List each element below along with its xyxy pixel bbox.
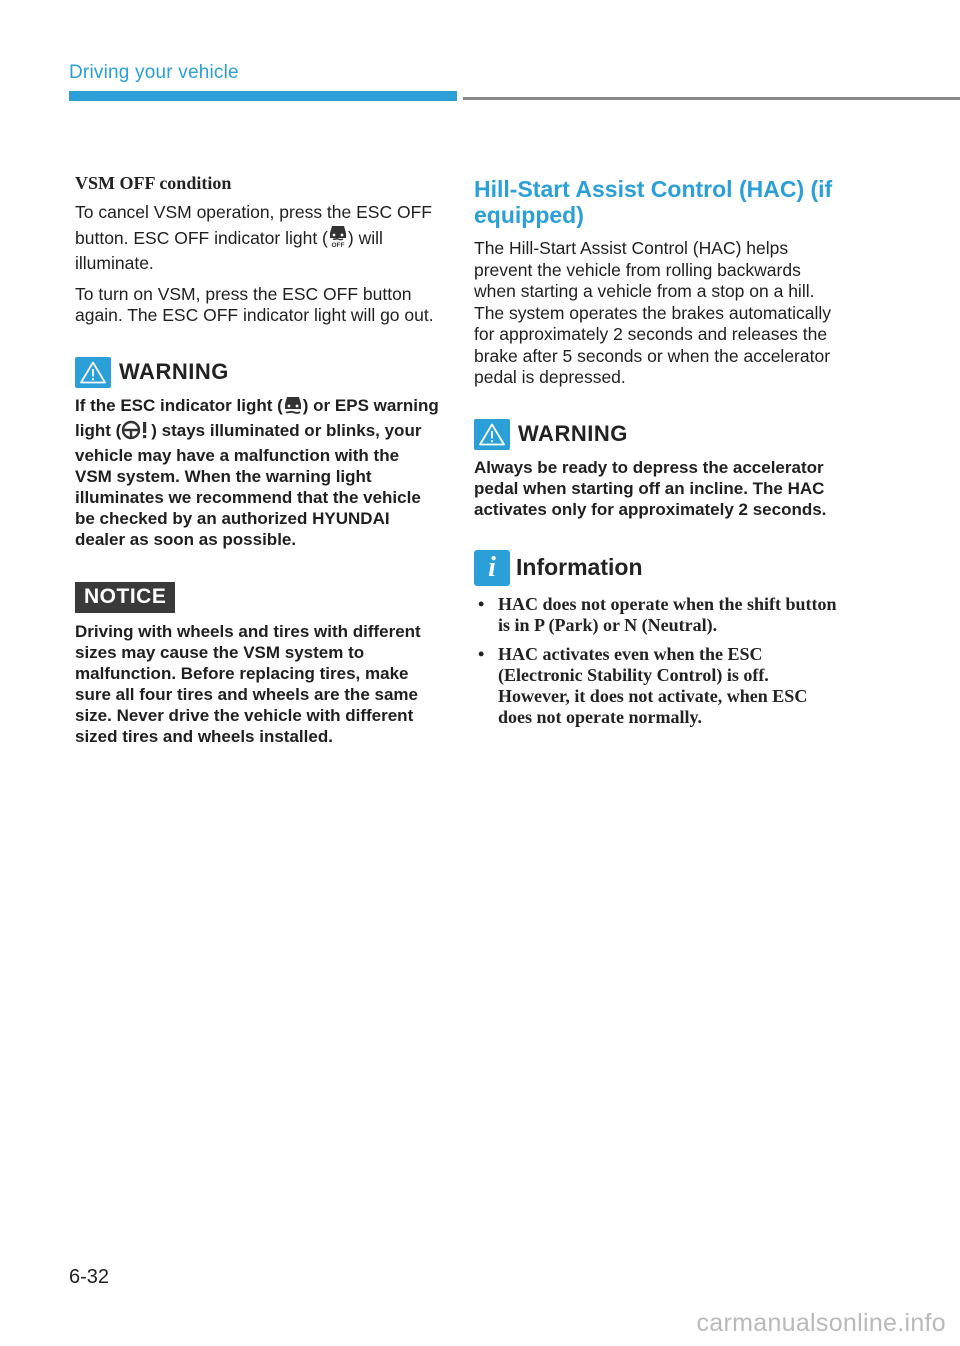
bullet-icon: • xyxy=(478,593,485,614)
warning-title: WARNING xyxy=(119,359,229,384)
warning-header xyxy=(75,357,440,388)
header-rule-accent xyxy=(69,91,457,101)
warning-text: Always be ready to depress the accelerator pedal when starting off an incline. The HAC activates only for approximately 2 seconds. xyxy=(474,457,827,519)
notice-badge: NOTICE xyxy=(75,582,175,613)
list-item-text: HAC does not operate when the shift button is in P (Park) or N (Neutral). xyxy=(498,593,837,635)
svg-text:OFF: OFF xyxy=(331,241,345,248)
notice-text: Driving with wheels and tires with different sizes may cause the VSM system to malfunction. Before replacing tires, make sure all four tires and wheels are the same size. Never drive the vehicle with different sized tires and wheels installed. xyxy=(75,621,421,746)
info-icon: i xyxy=(474,550,510,586)
warning-title: WARNING xyxy=(518,421,628,446)
text-segment: To cancel VSM operation, press the ESC OFF button. ESC OFF indicator light ( xyxy=(75,202,432,248)
information-list xyxy=(474,594,839,728)
hac-paragraph: The Hill-Start Assist Control (HAC) helps prevent the vehicle from rolling backwards when starting a vehicle from a stop on a hill. The system operates the brakes automatically for approximately 2 seconds and releases the brake after 5 seconds or when the accelerator pedal is depressed. xyxy=(474,238,831,387)
list-item xyxy=(474,644,839,728)
section-title: Driving your vehicle xyxy=(69,62,239,83)
list-item xyxy=(474,594,839,636)
bullet-icon: • xyxy=(478,643,485,664)
header-rule xyxy=(463,97,960,100)
warning-triangle-icon xyxy=(75,357,111,388)
vsm-off-paragraph-2: To turn on VSM, press the ESC OFF button again. The ESC OFF indicator light will go out. xyxy=(75,283,434,325)
text-segment: If the ESC indicator light ( xyxy=(75,395,283,415)
information-title: Information xyxy=(516,554,643,580)
vsm-off-paragraph-1 xyxy=(75,202,440,275)
watermark: carmanualsonline.info xyxy=(696,1309,946,1337)
warning-header xyxy=(474,419,839,450)
left-column xyxy=(75,170,440,747)
warning-text xyxy=(75,395,440,550)
right-column xyxy=(474,170,839,736)
text-segment: ) or EPS warning light ( xyxy=(75,395,439,440)
vsm-off-heading: VSM OFF condition xyxy=(75,173,232,193)
hac-heading: Hill-Start Assist Control (HAC) (if equipped) xyxy=(474,176,833,228)
text-segment: ) stays illuminated or blinks, your vehicle may have a malfunction with the VSM system. When the warning light illuminates we recommend that the vehicle be checked by an authorized HYUNDAI dealer as soon as possible. xyxy=(75,420,422,549)
esc-icon xyxy=(283,395,303,420)
text-segment: ) will illuminate. xyxy=(75,227,383,273)
warning-triangle-icon xyxy=(474,419,510,450)
esc-off-icon xyxy=(328,224,348,254)
list-item-text: HAC activates even when the ESC (Electronic Stability Control) is off. However, it does not activate, when ESC does not operate normally. xyxy=(498,643,808,727)
page-number: 6-32 xyxy=(69,1266,110,1288)
information-header xyxy=(474,550,839,586)
eps-warning-icon xyxy=(121,420,151,445)
